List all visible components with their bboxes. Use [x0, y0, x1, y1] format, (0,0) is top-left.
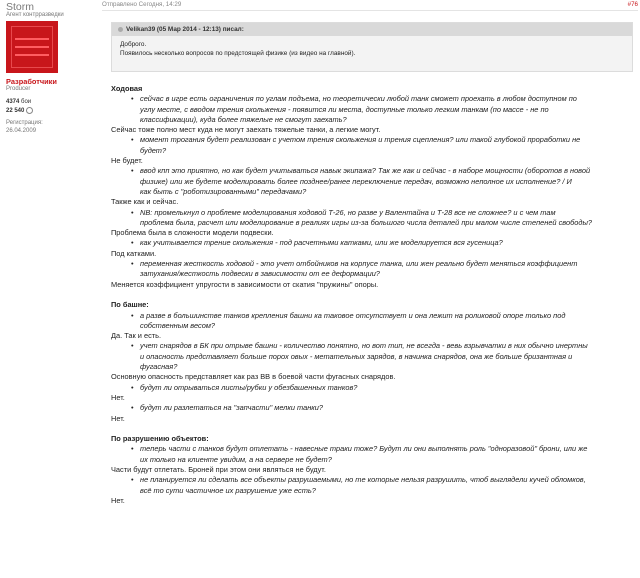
quote-author[interactable]: Velikan39 (05 Мар 2014 - 12:13) писал: — [126, 26, 244, 33]
question-item: • учет снарядов в БК при отрыве башни - количество понятно, но вот тип, не всегда - вевь взрывчатки в них обычно инертны — [111, 341, 633, 351]
avatar[interactable] — [6, 21, 58, 73]
quote-header — [112, 23, 632, 36]
user-title: Агент контрразведки — [6, 12, 64, 18]
registration — [6, 119, 43, 135]
question-item: • ввод кпп это приятно, но как будет учитываться навык экипажа? Так же как и сейчас - в наборе мощности (оборотов в новой — [111, 166, 633, 176]
question-continuation: собственным весом? — [140, 320, 216, 330]
question-continuation: проблема была, расчет или моделирование в реалиях игры из-за большого числа деталей при малом числе степеней свободы? — [140, 217, 592, 227]
question-continuation: фугасная? — [140, 362, 178, 372]
post-time: Отправлено Сегодня, 14:29 — [102, 1, 182, 8]
quote-body — [112, 36, 632, 62]
user-group-sub: Producer — [6, 86, 31, 92]
question-continuation: будет? — [140, 145, 167, 155]
quote-line: Доброго. — [120, 41, 147, 48]
avatar-stripe — [15, 46, 49, 48]
answer-text: Проблема была в сложности модели подвески. — [111, 228, 274, 238]
question-continuation: и опасность представляет больше порох овых - метательных зарядов, в начинка снарядов, она же больше бризантная и — [140, 351, 573, 361]
question-item: • как учитывается трение скольжения - под расчетными катками, или же моделируется вся гусеница? — [111, 238, 633, 248]
question-item: • момент трогания будет реализован с учетом трения скольжения и трения сцепления? или такой глубокой проработки не — [111, 135, 633, 145]
answer-text: Также как и сейчас. — [111, 197, 179, 207]
spacer — [111, 290, 633, 300]
reputation-value: 22 540 — [6, 108, 25, 115]
question-item: • переменная жесткость ходовой - это учет отбойников на корпусе танка, или жен реально будет меняться коэффициент — [111, 259, 633, 269]
registration-date: 26.04.2009 — [6, 128, 37, 134]
post-content — [111, 84, 633, 506]
answer-text: Нет. — [111, 495, 125, 505]
question-continuation: их только на клиенте увидим, а на сервере не будет? — [140, 454, 332, 464]
quote-icon — [118, 27, 123, 32]
username[interactable]: Storm — [6, 1, 35, 13]
question-item: • не планируется ли сделать все объекты разрушаемыми, но те которые нельзя разрушить, чтоб выглядели кучей обломков, — [111, 475, 633, 485]
section-heading: По разрушению объектов: — [111, 434, 209, 444]
question-continuation: как быть с "роботизированными" передачами? — [140, 186, 307, 196]
section-heading: По башне: — [111, 300, 149, 310]
post-count: 4374 — [6, 99, 20, 105]
question-item: • а разве в большинстве танков крепления башни ка таковое отсутствует и она лежит на роликовой опоре только под — [111, 311, 633, 321]
answer-text: Меняется коэффициент упругости в зависимости от скатия "пружины" опоры. — [111, 279, 379, 289]
post-number-link[interactable]: #76 — [627, 1, 638, 8]
question-item: • будут ли отрываться листы/рубки у обезбашенных танков? — [111, 383, 633, 393]
user-group: Разработчики — [6, 77, 57, 86]
question-continuation: углу месте, с вводом трения скольжения - появится ли места, доступные только легким танкам (по массе - не по — [140, 104, 549, 114]
question-continuation: физике) или же будете моделировать более позднее/ранее переключение передач, возможно неполное их исполнение? / И — [140, 176, 572, 186]
question-item: • будут ли разлетаться на "запчасти" мелки танки? — [111, 403, 633, 413]
section-heading: Ходовая — [111, 84, 143, 93]
answer-text: Основную опасность представляет как раз ВВ в боевой части фугасных снарядов. — [111, 372, 396, 382]
question-continuation: затухания/жесткость подвески в зависимости от ее деформации? — [140, 269, 380, 279]
registration-label: Регистрация: — [6, 120, 43, 126]
question-item: • NB: промелькнул о проблеме моделирования ходовой Т-26, но разве у Валентайна и Т-28 все не сложнее? и с чем там — [111, 208, 633, 218]
spacer — [111, 424, 633, 434]
question-continuation: классификации), куда более тяжелые не смогут заехать? — [140, 114, 347, 124]
reputation-icon — [26, 107, 33, 114]
answer-text: Не будет. — [111, 156, 143, 166]
question-item: • теперь части с танков будут отлетать - навесные траки тоже? Будут ли они выполнять роль "одноразовой" брони, или же — [111, 444, 633, 454]
quote-block — [111, 22, 633, 72]
quote-line: Появилось несколько вопросов по предстоящей физике (из видео на главной). — [120, 50, 356, 57]
answer-text: Да. Так и есть. — [111, 331, 162, 341]
post-header — [102, 0, 638, 11]
answer-text: Нет. — [111, 392, 125, 402]
answer-text: Нет. — [111, 413, 125, 423]
avatar-stripe — [15, 54, 49, 56]
answer-text: Части будут отлетать. Броней при этом они являться не будут. — [111, 464, 326, 474]
avatar-stripe — [15, 38, 49, 40]
post-count-label: бои — [21, 99, 32, 105]
question-item: • сейчас в игре есть ограничения по углам подъема, но теоретически любой танк сможет проехать в любом доступном по — [111, 94, 633, 104]
user-stats — [6, 98, 33, 116]
question-continuation: всё то сути частичное их разрушение уже есть? — [140, 485, 316, 495]
answer-text: Под катками. — [111, 248, 157, 258]
answer-text: Сейчас тоже полно мест куда не могут заехать тяжелые танки, а легкие могут. — [111, 125, 381, 135]
